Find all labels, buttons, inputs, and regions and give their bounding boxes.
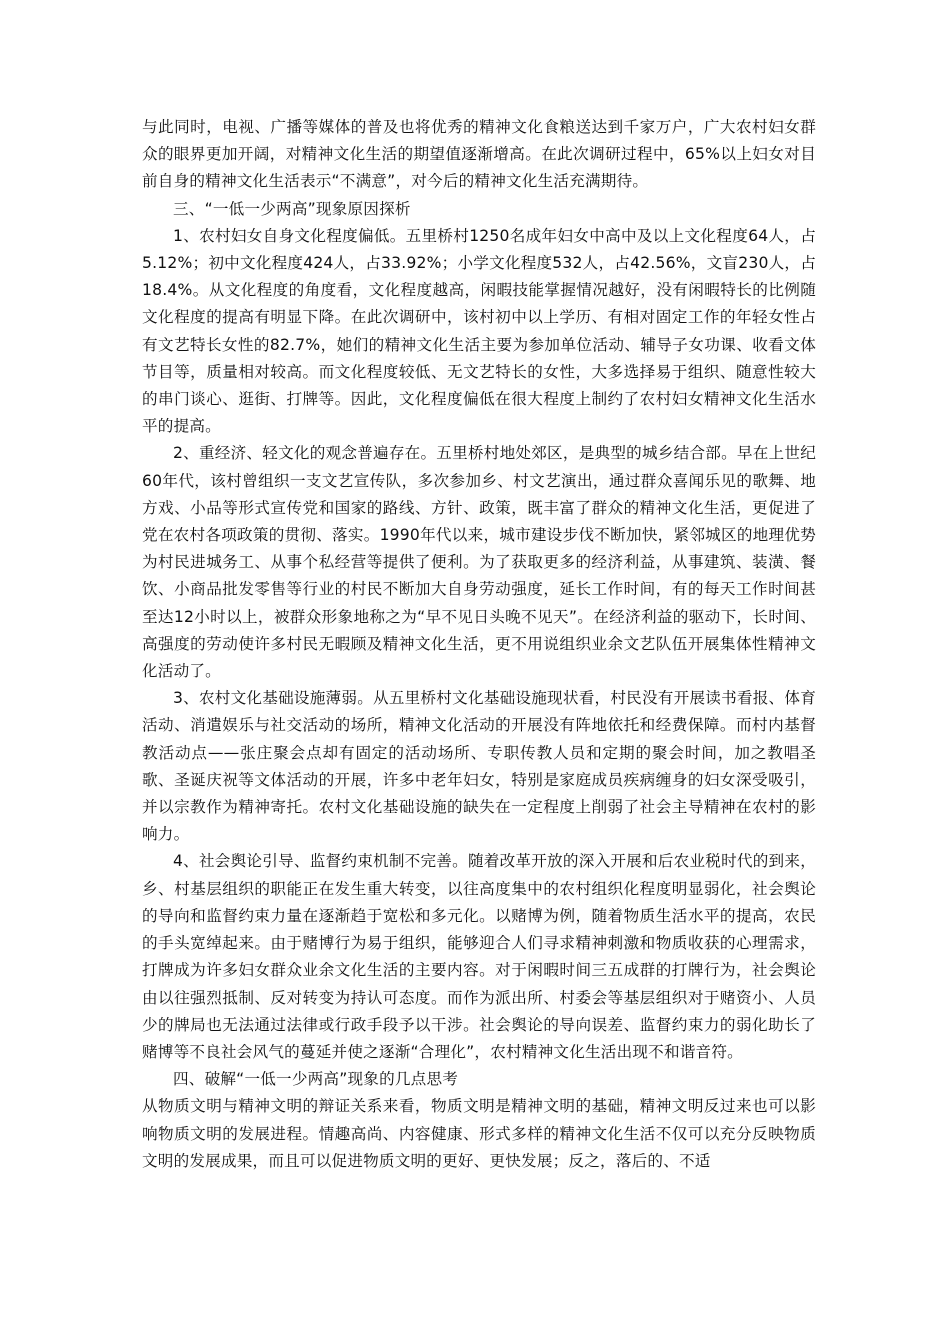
paragraph-cause-4: 4、社会舆论引导、监督约束机制不完善。随着改革开放的深入开展和后农业税时代的到来，乡、村基层组织的职能正在发生重大转变，以往高度集中的农村组织化程度明显弱化，社会舆论的导向和监督约束力量在逐渐趋于宽松和多元化。以赌博为例，随着物质生活水平的提高，农民的手头宽绰起来。由于赌博行为易于组织，能够迎合人们寻求精神刺激和物质收获的心理需求，打牌成为许多妇女群众业余文化生活的主要内容。对于闲暇时间三五成群的打牌行为，社会舆论由以往强烈抵制、反对转变为持认可态度。而作为派出所、村委会等基层组织对于赌资小、人员少的牌局也无法通过法律或行政手段予以干涉。社会舆论的导向误差、监督约束力的弱化助长了赌博等不良社会风气的蔓延并使之逐渐“合理化”，农村精神文化生活出现不和谐音符。 xyxy=(142,852,816,1061)
section-heading-three: 三、“一低一少两高”现象原因探析 xyxy=(173,199,411,218)
section-heading-four: 四、破解“一低一少两高”现象的几点思考 xyxy=(173,1070,459,1089)
document-body xyxy=(142,114,816,1175)
paragraph-reflection: 从物质文明与精神文明的辩证关系来看，物质文明是精神文明的基础，精神文明反过来也可以影响物质文明的发展进程。情趣高尚、内容健康、形式多样的精神文化生活不仅可以充分反映物质文明的发展成果，而且可以促进物质文明的更好、更快发展；反之，落后的、不适 xyxy=(142,1097,816,1170)
paragraph-cause-3: 3、农村文化基础设施薄弱。从五里桥村文化基础设施现状看，村民没有开展读书看报、体育活动、消遣娱乐与社交活动的场所，精神文化活动的开展没有阵地依托和经费保障。而村内基督教活动点——张庄聚会点却有固定的活动场所、专职传教人员和定期的聚会时间，加之教唱圣歌、圣诞庆祝等文体活动的开展，许多中老年妇女，特别是家庭成员疾病缠身的妇女深受吸引，并以宗教作为精神寄托。农村文化基础设施的缺失在一定程度上削弱了社会主导精神在农村的影响力。 xyxy=(142,689,816,844)
paragraph-cause-2: 2、重经济、轻文化的观念普遍存在。五里桥村地处郊区，是典型的城乡结合部。早在上世纪60年代，该村曾组织一支文艺宣传队，多次参加乡、村文艺演出，通过群众喜闻乐见的歌舞、地方戏、小品等形式宣传党和国家的路线、方针、政策，既丰富了群众的精神文化生活，更促进了党在农村各项政策的贯彻、落实。1990年代以来，城市建设步伐不断加快，紧邻城区的地理优势为村民进城务工、从事个私经营等提供了便利。为了获取更多的经济利益，从事建筑、装潢、餐饮、小商品批发零售等行业的村民不断加大自身劳动强度，延长工作时间，有的每天工作时间甚至达12小时以上，被群众形象地称之为“早不见日头晚不见天”。在经济利益的驱动下，长时间、高强度的劳动使许多村民无暇顾及精神文化生活，更不用说组织业余文艺队伍开展集体性精神文化活动了。 xyxy=(142,444,816,681)
paragraph-cause-1: 1、农村妇女自身文化程度偏低。五里桥村1250名成年妇女中高中及以上文化程度64人，占5.12%；初中文化程度424人，占33.92%；小学文化程度532人，占42.56%，文盲230人，占18.4%。从文化程度的角度看，文化程度越高，闲暇技能掌握情况越好，没有闲暇特长的比例随文化程度的提高有明显下降。在此次调研中，该村初中以上学历、有相对固定工作的年轻女性占有文艺特长女性的82.7%，她们的精神文化生活主要为参加单位活动、辅导子女功课、收看文体节目等，质量相对较高。而文化程度较低、无文艺特长的女性，大多选择易于组织、随意性较大的串门谈心、逛街、打牌等。因此，文化程度偏低在很大程度上制约了农村妇女精神文化生活水平的提高。 xyxy=(142,226,816,436)
paragraph-intro: 与此同时，电视、广播等媒体的普及也将优秀的精神文化食粮送达到千家万户，广大农村妇女群众的眼界更加开阔，对精神文化生活的期望值逐渐增高。在此次调研过程中，65%以上妇女对目前自身的精神文化生活表示“不满意”，对今后的精神文化生活充满期待。 xyxy=(142,118,816,191)
